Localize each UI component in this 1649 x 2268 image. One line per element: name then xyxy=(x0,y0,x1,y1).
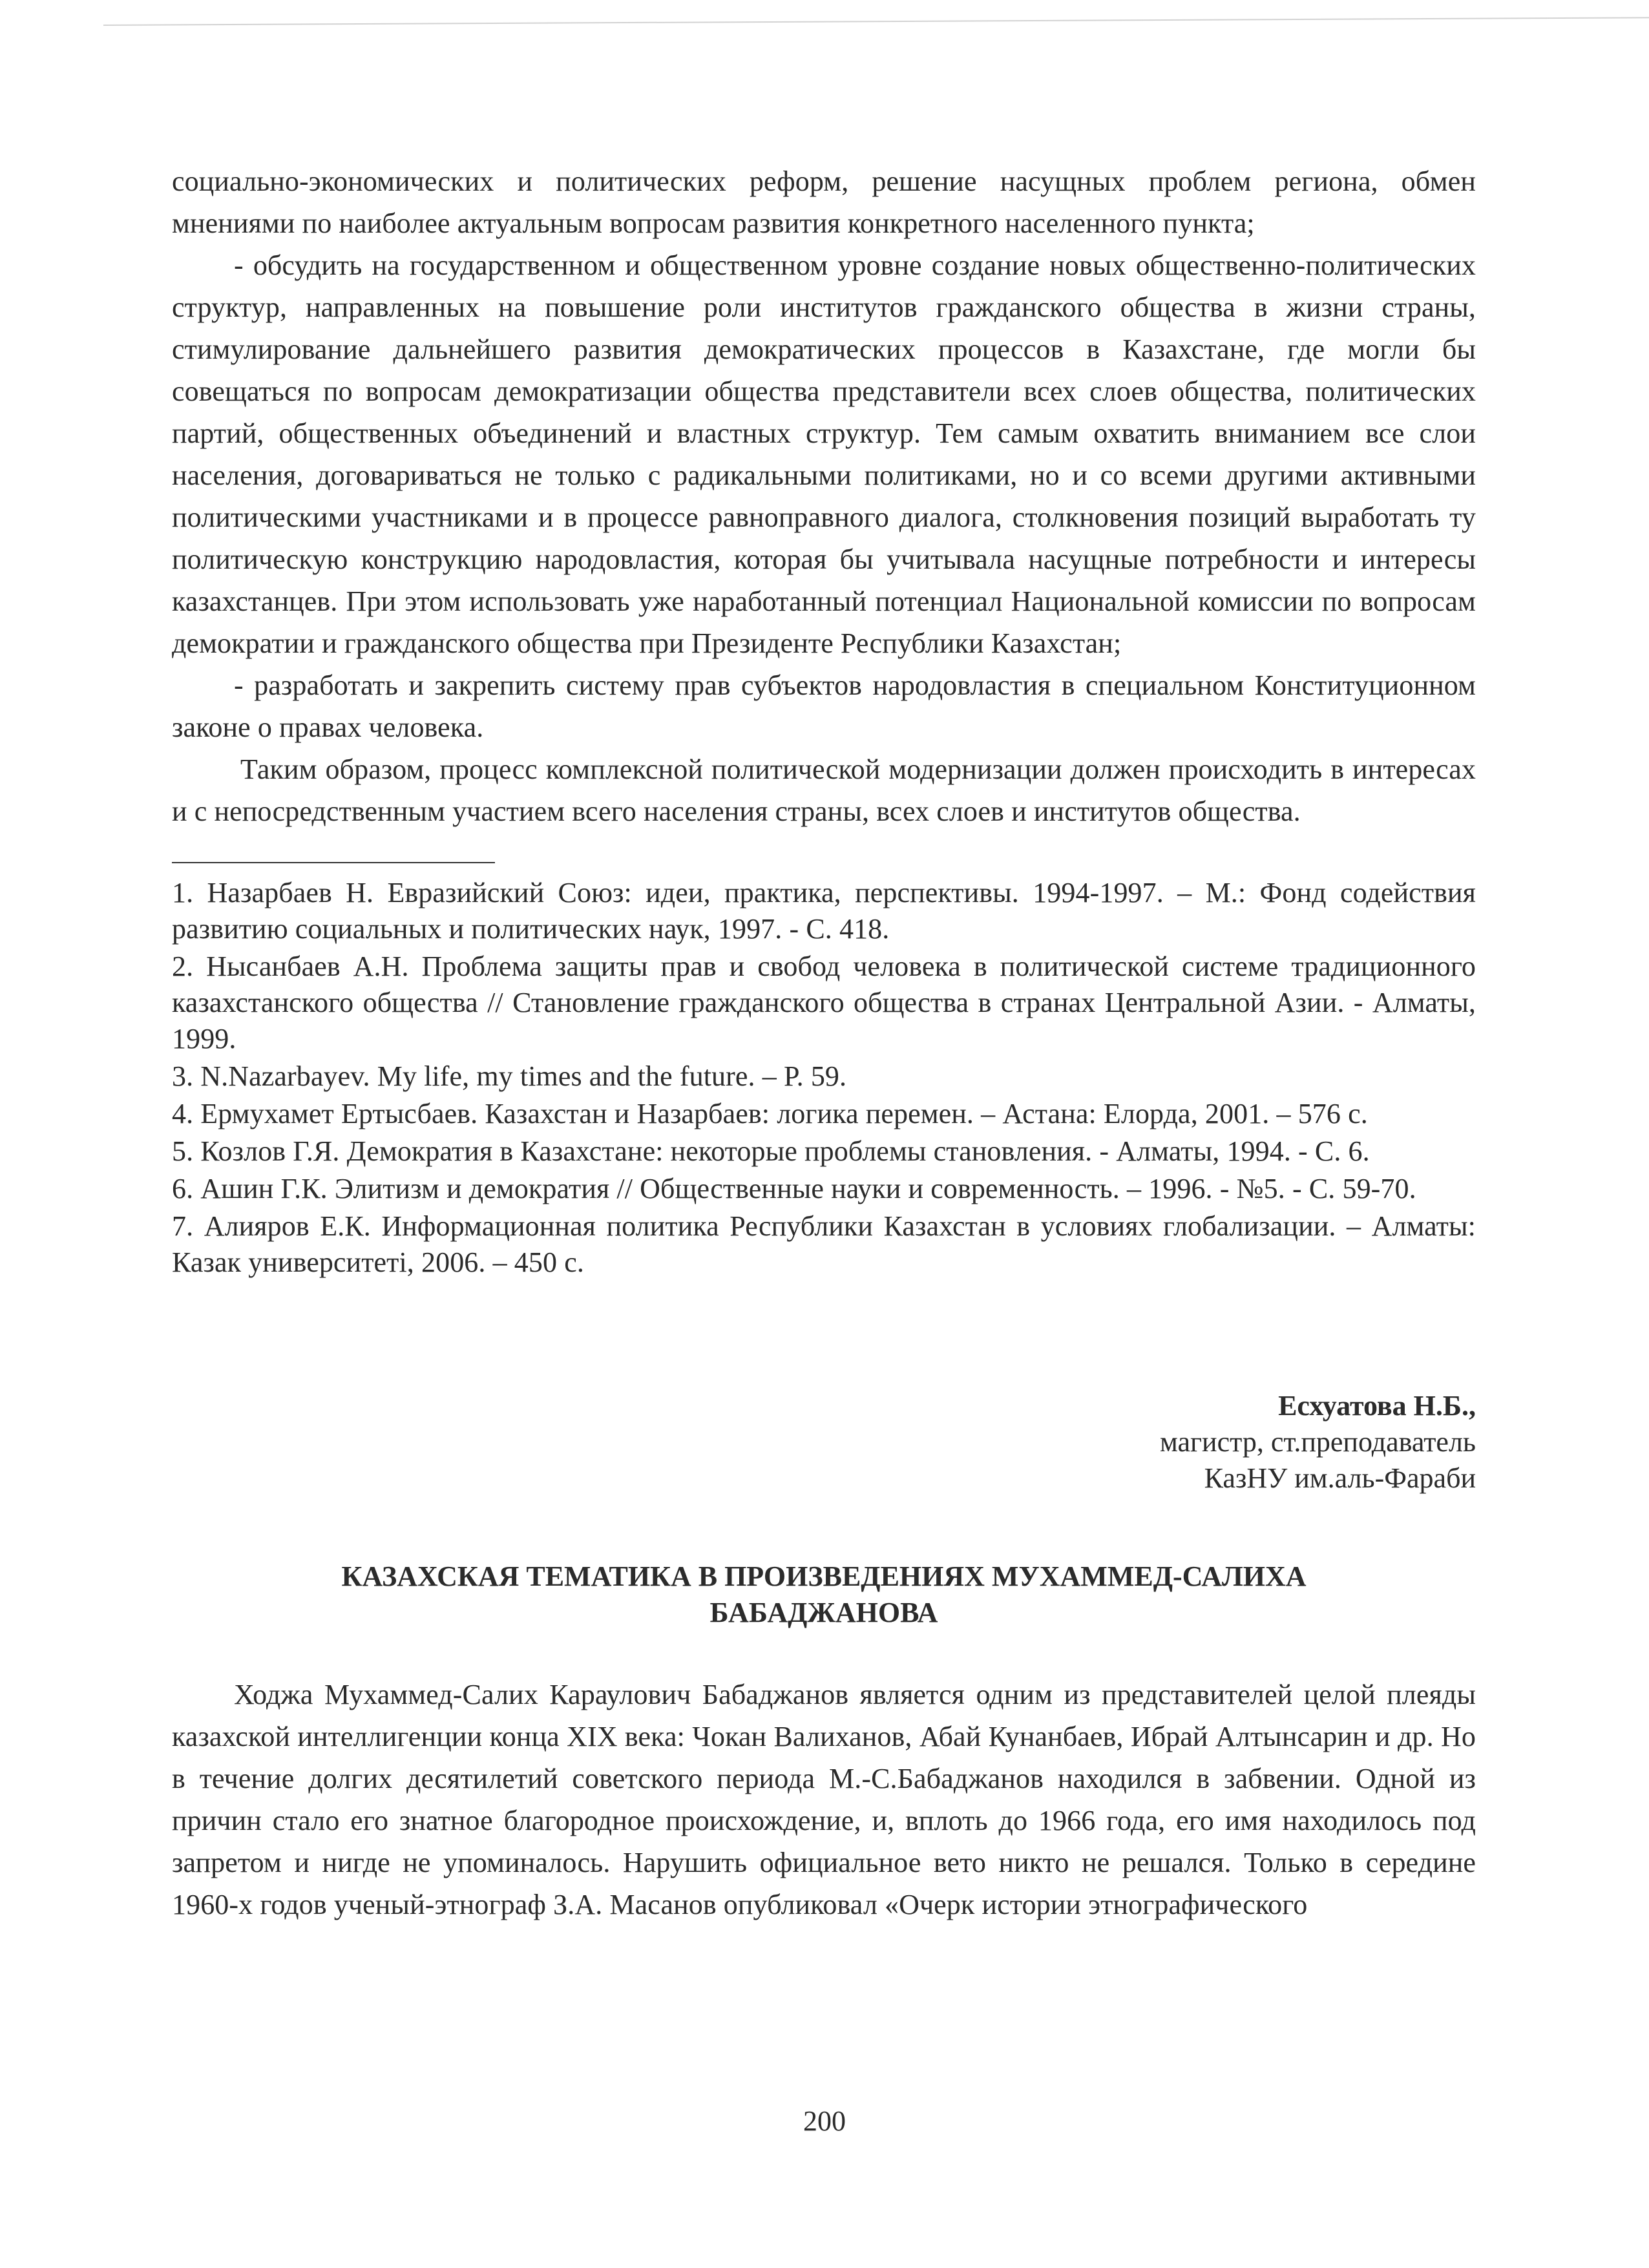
paragraph-conclusion: Таким образом, процесс комплексной политической модернизации должен происходить в интересах и с непосредственным участием всего населения страны, всех слоев и институтов общества. xyxy=(172,753,1476,827)
reference-item: 3. N.Nazarbayev. My life, my times and the future. – P. 59. xyxy=(172,1060,847,1092)
page-number: 200 xyxy=(803,2105,846,2137)
scan-edge-line xyxy=(103,17,1649,26)
paragraph: социально-экономических и политических реформ, решение насущных проблем региона, обмен мнениями по наиболее актуальным вопросам развития конкретного населенного пункта; xyxy=(172,165,1476,239)
reference-item: 7. Алияров Е.К. Информационная политика Республики Казахстан в условиях глобализации. – Алматы: Казак университетi, 2006. – 450 с. xyxy=(172,1210,1476,1278)
author-block xyxy=(172,1388,1476,1496)
reference-item: 1. Назарбаев Н. Евразийский Союз: идеи, практика, перспективы. 1994-1997. – М.: Фонд содействия развитию социальных и политических наук, 1997. - С. 418. xyxy=(172,877,1476,945)
author-affiliation: КазНУ им.аль-Фараби xyxy=(1204,1462,1476,1494)
reference-item: 5. Козлов Г.Я. Демократия в Казахстане: некоторые проблемы становления. - Алматы, 1994. - С. 6. xyxy=(172,1135,1370,1167)
author-position: магистр, ст.преподаватель xyxy=(1159,1426,1476,1458)
article-body xyxy=(172,1674,1476,1926)
paragraph-list-item: - обсудить на государственном и общественном уровне создание новых общественно-политических структур, направленных на повышение роли институтов гражданского общества в жизни страны, стимулирование дальнейшего развития демократических процессов в Казахстане, где могли бы совещаться по вопросам демократизации общества представители всех слоев общества, политических партий, общественных объединений и властных структур. Тем самым охватить вниманием все слои населения, договариваться не только с радикальными политиками, но и со всеми другими активными политическими участниками и в процессе равноправного диалога, столкновения позиций выработать ту политическую конструкцию народовластия, которая бы учитывала насущные потребности и интересы казахстанцев. При этом использовать уже наработанный потенциал Национальной комиссии по вопросам демократии и гражданского общества при Президенте Республики Казахстан; xyxy=(172,249,1476,659)
author-name: Есхуатова Н.Б., xyxy=(1278,1390,1476,1422)
article-title: КАЗАХСКАЯ ТЕМАТИКА В ПРОИЗВЕДЕНИЯХ МУХАММЕД-САЛИХА БАБАДЖАНОВА xyxy=(341,1560,1307,1628)
article-paragraph: Ходжа Мухаммед-Салих Караулович Бабаджанов является одним из представителей целой плеяды казахской интеллигенции конца XIX века: Чокан Валиханов, Абай Кунанбаев, Ибрай Алтынсарин и др. Но в течение долгих десятилетий советского периода М.-С.Бабаджанов находился в забвении. Одной из причин стало его знатное благородное происхождение, и, вплоть до 1966 года, его имя находилось под запретом и нигде не упоминалось. Нарушить официальное вето никто не решался. Только в середине 1960-х годов ученый-этнограф З.А. Масанов опубликовал «Очерк истории этнографического xyxy=(172,1679,1476,1920)
reference-item: 4. Ермухамет Ертысбаев. Казахстан и Назарбаев: логика перемен. – Астана: Елорда, 2001. – 576 с. xyxy=(172,1098,1368,1129)
footnote-divider xyxy=(172,862,495,863)
reference-item: 6. Ашин Г.К. Элитизм и демократия // Общественные науки и современность. – 1996. - №5. - С. 59-70. xyxy=(172,1173,1416,1204)
continuation-section xyxy=(172,160,1476,832)
document-page xyxy=(172,160,1476,1926)
references-list xyxy=(172,875,1476,1281)
paragraph-list-item: - разработать и закрепить систему прав субъектов народовластия в специальном Конституционном законе о правах человека. xyxy=(172,669,1476,743)
reference-item: 2. Нысанбаев А.Н. Проблема защиты прав и свобод человека в политической системе традиционного казахстанского общества // Становление гражданского общества в странах Центральной Азии. - Алматы, 1999. xyxy=(172,950,1476,1055)
